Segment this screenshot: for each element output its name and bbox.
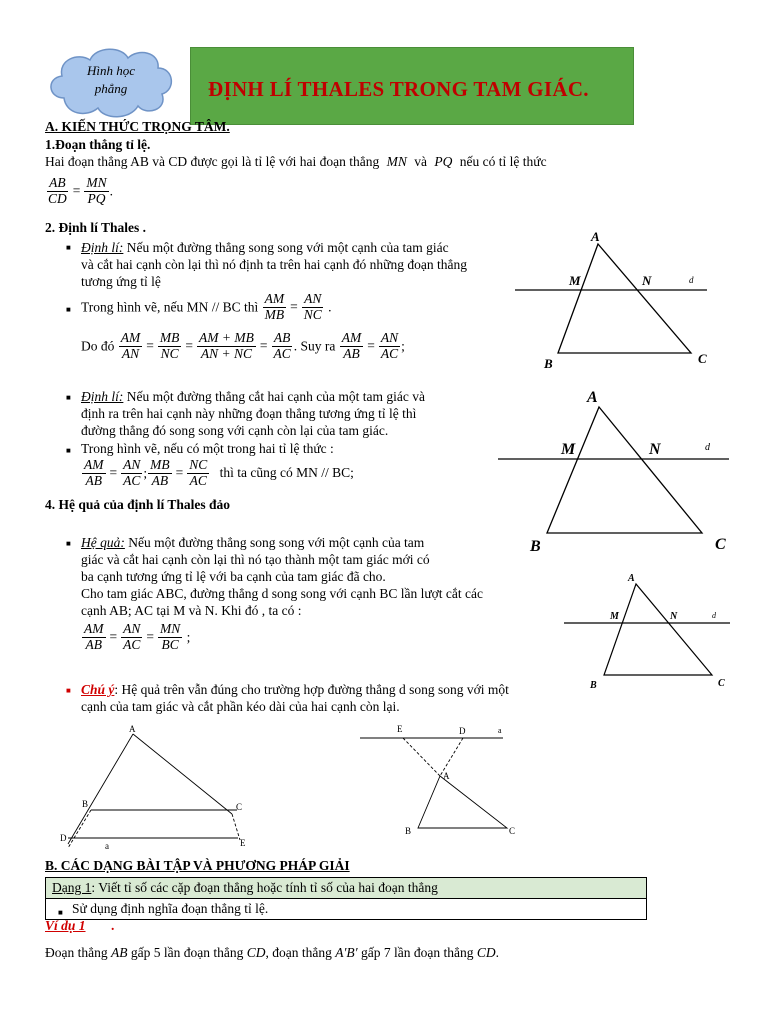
vd1-text-d: gấp 7 lần đoạn thẳng [361,945,474,960]
label-e: E [397,724,403,734]
figure-extension-2 [355,722,525,842]
label-e: E [240,838,246,848]
dl1-text3: tương ứng tỉ lệ [81,274,161,289]
hq-text2: giác và cắt hai cạnh còn lại thì nó tạo thành một tam giác mới có [81,552,430,567]
s1-text [45,154,547,170]
do-do-formula: Do đó $\frac{AM}{AN}$ = $\frac{MB}{NC}$ = $\frac{AM + MB}{AN + NC}$ = $\frac{AB}{AC}$ . Suy ra $\frac{AM}{AB}$ = $\frac{AN}{AC}$ ; [81,330,405,361]
type1-method [46,899,646,919]
label-b: B [590,680,597,691]
label-d: D [60,833,67,843]
dl1-text2: và cắt hai cạnh còn lại thì nó định ta trên hai cạnh đó những đoạn thẳng [81,257,467,272]
figure-triangle-1 [505,222,725,374]
chu-y-text1: : Hệ quả trên vẫn đúng cho trường hợp đường thẳng d song song với một [114,682,509,697]
label-n: N [670,611,678,622]
label-a: A [628,573,635,584]
label-line-a: a [105,841,109,851]
dl2-text3: đường thẳng đó song song với cạnh còn lại của tam giác. [81,423,389,438]
bullet-icon: ■ [66,539,71,548]
label-n: N [642,273,652,288]
label-c: C [509,826,516,836]
bullet-icon: ■ [58,908,63,917]
hq-text5: cạnh AB; AC tại M và N. Khi đó , ta có : [81,603,302,618]
label-c: C [715,536,726,553]
example-1-dot: . [111,918,115,933]
title-banner [190,47,634,125]
s1-pq: PQ [434,154,453,169]
hv-text: Trong hình vẽ, nếu MN // BC thì [81,299,259,315]
label-a: A [129,724,136,734]
chu-y-label: Chú ý [81,682,115,697]
s2-title: 2. Định lí Thales . [45,220,147,235]
label-d: d [712,611,716,620]
dl2-label: Định lí: [81,389,124,404]
figure-extension-1 [55,722,265,852]
type1-table [45,877,647,920]
theorem-1-formula: Trong hình vẽ, nếu MN // BC thì $\frac{AM}{MB}$ = $\frac{AN}{NC}$ . [81,291,332,322]
note [81,681,561,715]
label-b: B [544,356,553,371]
chu-y-text2: cạnh của tam giác và cắt phần kéo dài của hai cạnh còn lại. [81,699,400,714]
theorem-2-formula: $\frac{AM}{AB}$ = $\frac{AN}{AC}$ ; $\frac{MB}{AB}$ = $\frac{NC}{AC}$ thì ta cũng có MN // BC; [84,457,354,488]
vd1-cd: CD [246,945,266,960]
vd1-text-c: , đoạn thẳng [265,945,332,960]
dang1-method: Sử dụng định nghĩa đoạn thẳng tỉ lệ. [72,901,269,916]
theorem-2 [81,388,481,439]
label-d: d [689,275,694,285]
label-b: B [530,538,541,555]
bullet-icon: ■ [66,686,71,695]
cloud-text-line2: phẳng [94,81,128,96]
hq-text4: Cho tam giác ABC, đường thẳng d song song với cạnh BC lần lượt cắt các [81,586,483,601]
label-m: M [561,441,576,458]
bullet-icon: ■ [66,243,71,252]
dang1-label: Dạng 1 [52,880,92,895]
vd1-text-b: gấp 5 lần đoạn thẳng [130,945,244,960]
do-do: Do đó [81,338,115,354]
label-d: d [705,442,710,453]
label-a: A [443,771,450,781]
suy-ra: . Suy ra [293,338,336,354]
dl2-text2: định ra trên hai cạnh này những đoạn thẳng tương ứng tỉ lệ thì [81,406,417,421]
example-1-title: Ví dụ 1 [45,918,86,933]
dl1-text1: Nếu một đường thẳng song song với một cạnh của tam giác [123,240,449,255]
type1-header [46,878,646,899]
hq-label: Hệ quả: [81,535,125,550]
cloud-badge [42,40,180,122]
dl2-then: thì ta cũng có MN // BC; [219,465,354,481]
dl1-label: Định lí: [81,240,124,255]
label-m: M [610,611,619,622]
fraction-mn-pq: $\frac{MN}{PQ}$ [86,175,107,206]
s1-title: 1.Đoạn thẳng tỉ lệ. [45,137,151,152]
label-d: D [459,726,466,736]
vd1-cd2: CD [476,945,496,960]
label-c: C [718,678,725,689]
vd1-ab: AB [110,945,128,960]
label-n: N [649,441,661,458]
s1-text-b: nếu có tỉ lệ thức [459,154,547,169]
section-b-title: B. CÁC DẠNG BÀI TẬP VÀ PHƯƠNG PHÁP GIẢI [45,858,350,873]
figure-triangle-2 [495,384,740,560]
bullet-icon: ■ [66,446,71,455]
section-a-title: A. KIẾN THỨC TRỌNG TÂM. [45,119,230,134]
hq-text1: Nếu một đường thẳng song song với một cạnh của tam [124,535,425,550]
label-b: B [405,826,412,836]
label-b: B [82,799,89,809]
s1-text-a: Hai đoạn thẳng AB và CD được gọi là tỉ lệ với hai đoạn thẳng [45,154,380,169]
banner-title: ĐỊNH LÍ THALES TRONG TAM GIÁC. [208,77,589,101]
dl2-text4: Trong hình vẽ, nếu có một trong hai tỉ lệ thức : [81,441,334,456]
label-a: A [587,389,598,406]
vd1-end: . [495,945,500,960]
figure-triangle-3 [560,568,740,692]
vd1-text-a: Đoạn thẳng [45,945,108,960]
label-m: M [569,273,581,288]
cloud-text-line1: Hình học [86,63,136,78]
label-a: A [591,229,600,244]
s1-va: và [414,154,428,169]
vd1-apbp: A′B′ [335,945,358,960]
dl2-text1: Nếu một đường thẳng cắt hai cạnh của một tam giác và [123,389,425,404]
corollary-formula: $\frac{AM}{AB}$ = $\frac{AN}{AC}$ = $\frac{MN}{BC}$ ; [84,621,191,652]
dang1-text: : Viết tỉ số các cặp đoạn thẳng hoặc tính tỉ số của hai đoạn thẳng [91,880,438,895]
label-c: C [698,351,707,366]
bullet-icon: ■ [66,305,71,314]
theorem-1 [81,239,501,290]
hq-text3: ba cạnh tương ứng tỉ lệ với ba cạnh của tam giác đã cho. [81,569,386,584]
s1-proportion: $\frac{AB}{CD}$ = $\frac{MN}{PQ}$ . [48,175,114,206]
s4-title: 4. Hệ quả của định lí Thales đảo [45,497,231,512]
s1-mn: MN [386,154,407,169]
bullet-icon: ■ [66,393,71,402]
label-line-a: a [498,726,502,735]
corollary [81,534,551,619]
example-1-text [45,945,499,961]
fraction-ab-cd: $\frac{AB}{CD}$ [48,175,67,206]
label-c: C [236,802,243,812]
